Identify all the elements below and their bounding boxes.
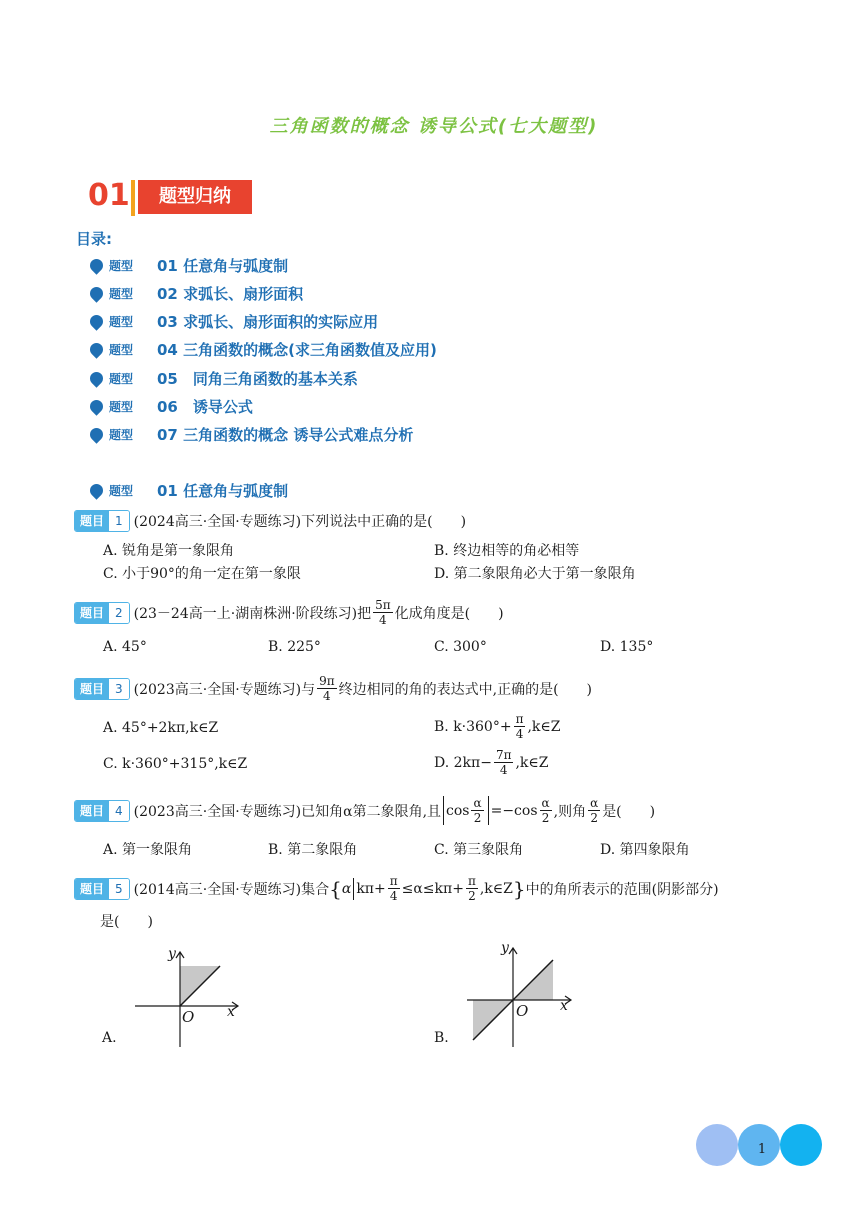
origin-label: O	[182, 1008, 195, 1026]
question-stem-pre: (23－24高一上·湖南株洲·阶段练习)把	[133, 605, 372, 622]
type-heading-label: 题型	[109, 483, 134, 498]
toc-item[interactable]	[90, 395, 253, 417]
pin-icon	[87, 256, 105, 274]
question-stem: (2024高三·全国·专题练习)下列说法中正确的是( )	[133, 514, 467, 530]
toc-item[interactable]	[90, 423, 413, 445]
page-circle-right	[780, 1124, 822, 1166]
question-stem-pre: (2014高三·全国·专题练习)集合	[133, 881, 330, 898]
pin-icon	[87, 369, 105, 387]
toc-item-text: 02 求弧长、扇形面积	[157, 284, 304, 303]
page-circle-left	[696, 1124, 738, 1166]
question-stem-mid: =−cos	[490, 802, 538, 819]
question-1	[74, 510, 466, 532]
fraction: $\frac{5\pi}{4}$	[375, 598, 391, 627]
option-c[interactable]: C. k·360°+315°,k∈Z	[103, 756, 248, 772]
option-a[interactable]: A. 第一象限角	[103, 842, 193, 858]
pin-icon	[87, 481, 105, 499]
toc-item[interactable]	[90, 310, 378, 332]
option-a[interactable]: A. 45°+2kπ,k∈Z	[103, 720, 219, 736]
toc-item-text: 07 三角函数的概念 诱导公式难点分析	[157, 425, 414, 444]
option-d[interactable]: D. 第二象限角必大于第一象限角	[434, 566, 636, 582]
toc-type-label: 题型	[109, 258, 134, 273]
set-brace: {	[329, 876, 342, 901]
option-b[interactable]: B. 225°	[268, 639, 321, 655]
option-b-graph[interactable]	[465, 944, 577, 1048]
set-divider	[353, 878, 354, 900]
option-c[interactable]: C. 小于90°的角一定在第一象限	[103, 566, 301, 582]
fraction: $\frac{\pi}{4}$	[515, 712, 524, 741]
set-text: α	[341, 880, 352, 897]
option-c[interactable]: C. 第三象限角	[434, 842, 524, 858]
section-label: 题型归纳	[138, 180, 252, 214]
question-tag: 题目 3	[74, 678, 130, 700]
option-c[interactable]: C. 300°	[434, 639, 487, 655]
toc-item-text: 03 求弧长、扇形面积的实际应用	[157, 312, 379, 331]
axis-label-y: y	[501, 940, 509, 956]
pin-icon	[87, 312, 105, 330]
set-text: ≤α≤kπ+	[401, 880, 464, 897]
fraction: $\frac{\pi}{4}$	[389, 874, 398, 903]
question-stem-post: 是( )	[602, 803, 656, 820]
toc-item[interactable]	[90, 338, 437, 360]
question-stem-post: 终边相同的角的表达式中,正确的是( )	[338, 681, 593, 698]
toc-type-label: 题型	[109, 314, 134, 329]
question-tag: 题目 5	[74, 878, 130, 900]
toc-item-text: 04 三角函数的概念(求三角函数值及应用)	[157, 340, 437, 359]
axis-label-y: y	[168, 946, 176, 962]
option-b[interactable]: B. 终边相等的角必相等	[434, 543, 580, 559]
toc-type-label: 题型	[109, 286, 134, 301]
set-text: kπ+	[356, 880, 386, 897]
option-d[interactable]: D. 第四象限角	[600, 842, 690, 858]
option-b[interactable]	[434, 712, 561, 741]
question-stem-mid: ,则角	[553, 803, 587, 820]
absolute-value: cos $\frac{\alpha}{2}$	[443, 796, 489, 825]
question-2	[74, 598, 504, 627]
fraction: $\frac{\alpha}{2}$	[590, 796, 599, 825]
fraction: $\frac{\alpha}{2}$	[541, 796, 550, 825]
section-number: 01	[88, 178, 130, 213]
option-text: ,k∈Z	[527, 718, 561, 735]
question-stem-post: 中的角所表示的范围(阴影部分)	[525, 881, 719, 898]
question-stem-line2: 是( )	[100, 914, 153, 930]
fraction: $\frac{9\pi}{4}$	[319, 674, 335, 703]
question-tag: 题目 1	[74, 510, 130, 532]
toc-item[interactable]	[90, 367, 358, 389]
toc-item-text: 06 诱导公式	[157, 397, 253, 416]
origin-label: O	[516, 1002, 529, 1020]
question-4	[74, 796, 655, 825]
option-b[interactable]: B. 第二象限角	[268, 842, 358, 858]
question-stem-pre: (2023高三·全国·专题练习)与	[133, 681, 316, 698]
pin-icon	[87, 397, 105, 415]
pin-icon	[87, 340, 105, 358]
section-divider	[131, 180, 135, 216]
toc-item-text: 05 同角三角函数的基本关系	[157, 369, 358, 388]
axis-label-x: x	[227, 1004, 235, 1020]
pin-icon	[87, 284, 105, 302]
pin-icon	[87, 425, 105, 443]
toc-item-text: 01 任意角与弧度制	[157, 256, 289, 275]
toc-type-label: 题型	[109, 342, 134, 357]
axis-label-x: x	[560, 998, 568, 1014]
set-brace: }	[512, 876, 526, 901]
option-a[interactable]: A. 锐角是第一象限角	[103, 543, 235, 559]
option-a-label[interactable]: A.	[102, 1030, 117, 1046]
question-tag: 题目 4	[74, 800, 130, 822]
type-heading	[90, 479, 288, 501]
option-d[interactable]: D. 135°	[600, 639, 654, 655]
type-heading-text: 01 任意角与弧度制	[157, 481, 289, 500]
toc-type-label: 题型	[109, 427, 134, 442]
question-3	[74, 674, 592, 703]
question-tag: 题目 2	[74, 602, 130, 624]
toc-type-label: 题型	[109, 371, 134, 386]
toc-item[interactable]	[90, 282, 303, 304]
option-a-graph[interactable]	[130, 944, 245, 1048]
toc-type-label: 题型	[109, 399, 134, 414]
set-text: ,k∈Z	[479, 880, 513, 897]
fraction: $\frac{7\pi}{4}$	[495, 748, 512, 777]
option-text: D. 2kπ−	[434, 754, 492, 771]
option-text: ,k∈Z	[515, 754, 549, 771]
option-text: B. k·360°+	[434, 718, 512, 735]
option-a[interactable]: A. 45°	[103, 639, 147, 655]
fraction: $\frac{\pi}{2}$	[467, 874, 476, 903]
option-d[interactable]	[434, 748, 549, 777]
toc-heading: 目录:	[76, 230, 112, 248]
question-stem-pre: (2023高三·全国·专题练习)已知角α第二象限角,且	[133, 803, 442, 820]
option-b-label[interactable]: B.	[434, 1030, 449, 1046]
toc-item[interactable]	[90, 254, 288, 276]
question-stem-post: 化成角度是( )	[394, 605, 504, 622]
page-title: 三角函数的概念 诱导公式(七大题型)	[269, 116, 599, 137]
question-5	[74, 874, 719, 903]
page-number: 1	[757, 1142, 767, 1157]
